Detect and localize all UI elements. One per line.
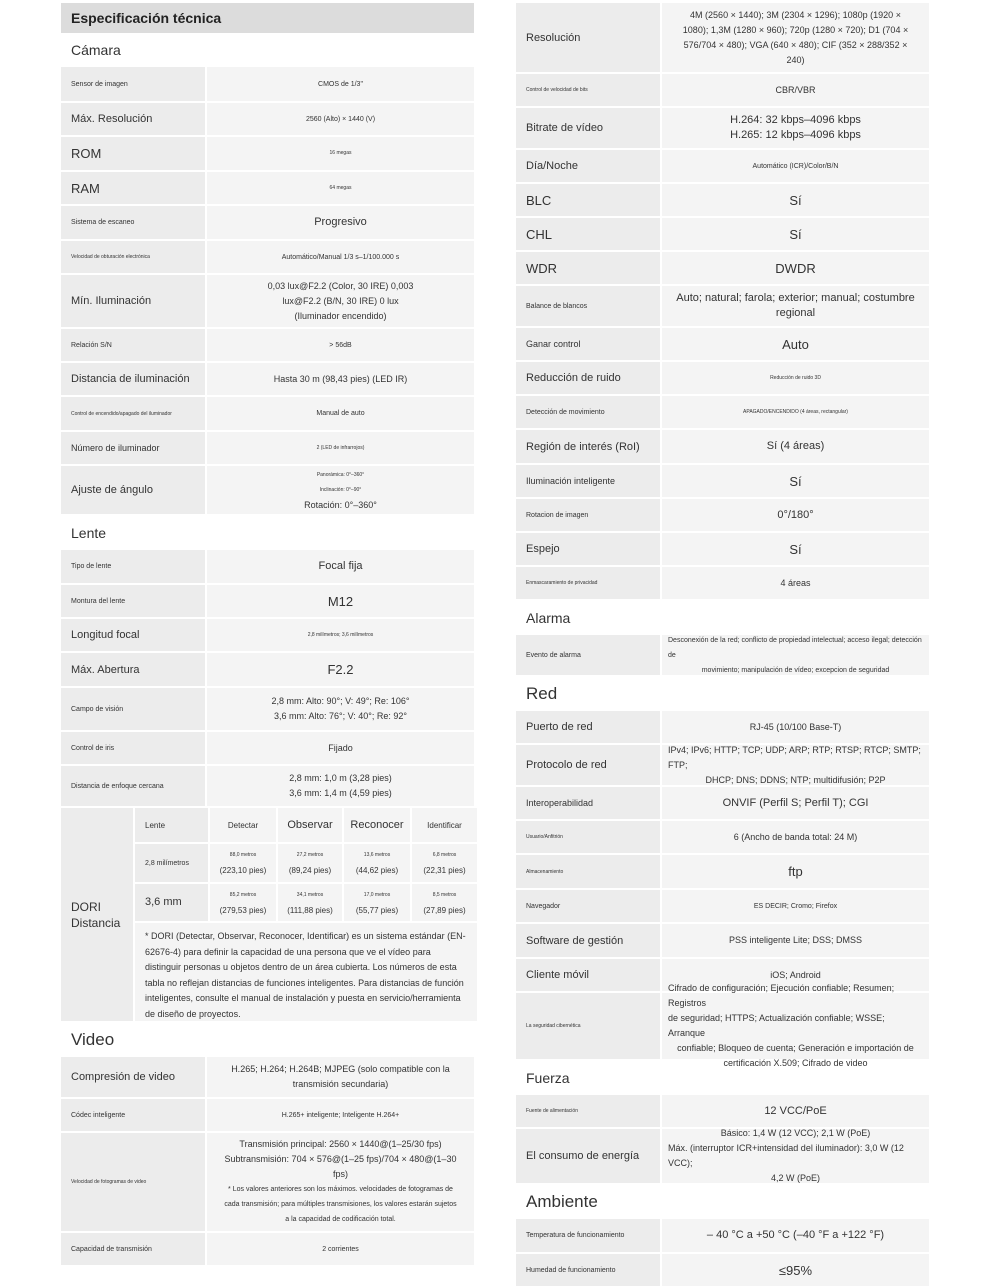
spec-value	[207, 67, 474, 101]
spec-label: Montura del lente	[61, 585, 205, 617]
spec-label: Distancia de iluminación	[61, 363, 205, 395]
spec-value-line: Automático (ICR)/Color/B/N	[752, 162, 839, 170]
spec-value-line: certificación X.509; Cifrado de video	[723, 1058, 868, 1068]
spec-value	[662, 430, 929, 463]
spec-label: Códec inteligente	[61, 1099, 205, 1131]
spec-value	[662, 150, 929, 182]
spec-value	[662, 218, 929, 250]
spec-value	[662, 3, 929, 72]
spec-row	[516, 396, 929, 430]
dori-cell	[278, 884, 342, 921]
lens-table	[61, 550, 474, 808]
spec-label: Protocolo de red	[516, 745, 660, 785]
spec-row	[516, 430, 929, 465]
spec-label: Enmascaramiento de privacidad	[516, 567, 660, 599]
spec-value-line: 64 megas	[329, 184, 352, 191]
spec-row	[61, 653, 474, 688]
spec-value-line: Fijado	[328, 742, 353, 753]
spec-row	[516, 787, 929, 821]
dori-feet: (111,88 pies)	[287, 905, 333, 915]
spec-value-line: transmisión secundaria)	[292, 1079, 389, 1089]
dori-lens-3-6: 3,6 mm	[135, 884, 208, 921]
spec-label: Día/Noche	[516, 150, 660, 182]
spec-label: Bitrate de vídeo	[516, 108, 660, 148]
spec-value-line: Focal fija	[318, 560, 363, 572]
spec-value-line: Auto; natural; farola; exterior; manual; costumbre	[676, 292, 915, 304]
dori-meters: 27,2 metros	[296, 852, 324, 858]
spec-value-line: Reducción de ruido 3D	[770, 374, 821, 381]
section-lens: Lente	[71, 525, 107, 541]
dori-feet: (27,89 pies)	[423, 905, 466, 915]
spec-label: Velocidad de fotogramas de video	[61, 1133, 205, 1231]
spec-value-line: 2 corrientes	[322, 1245, 359, 1253]
spec-row	[516, 218, 929, 252]
spec-value	[662, 1095, 929, 1127]
spec-value-line: Desconexión de la red; conflicto de propiedad intelectual; acceso ilegal; detección de	[668, 636, 922, 659]
spec-label: Cliente móvil	[516, 959, 660, 991]
spec-value-line: 4,2 W (PoE)	[770, 1173, 820, 1183]
spec-label: Ganar control	[516, 328, 660, 360]
spec-value-line: 576/704 × 480); VGA (640 × 480); CIF (352 × 288/352 ×	[683, 39, 908, 50]
dori-cell	[210, 884, 276, 921]
spec-label: Usuario/Anfitrión	[516, 821, 660, 853]
spec-value-line: F2.2	[327, 662, 354, 677]
spec-row	[516, 362, 929, 396]
spec-value	[207, 653, 474, 686]
spec-value-line: Auto	[782, 336, 809, 352]
spec-row	[61, 241, 474, 275]
camera-table	[61, 67, 474, 516]
spec-title: Especificación técnica	[61, 3, 474, 33]
spec-value-line: Básico: 1,4 W (12 VCC); 2,1 W (PoE)	[720, 1128, 871, 1138]
spec-value	[207, 688, 474, 730]
spec-value	[207, 172, 474, 204]
spec-label: Control de velocidad de bits	[516, 74, 660, 106]
spec-row	[516, 983, 929, 1068]
spec-value-line: ≤95%	[778, 1262, 813, 1278]
spec-row	[61, 103, 474, 137]
spec-value	[207, 619, 474, 651]
spec-label: WDR	[516, 252, 660, 284]
dori-meters: 85,2 metros	[229, 891, 257, 898]
spec-value-line: 4 áreas	[780, 577, 811, 588]
spec-value-line: (Iluminador encendido)	[294, 310, 387, 321]
spec-value-line: confiable; Bloqueo de cuenta; Generación e importación de	[677, 1043, 914, 1053]
spec-value-line: M12	[327, 593, 354, 609]
spec-value-line: Transmisión principal: 2560 × 1440@(1–25/30 fps)	[239, 1139, 442, 1149]
spec-value-line: a la capacidad de codificación total.	[285, 1216, 396, 1223]
spec-value	[662, 855, 929, 888]
spec-row	[61, 688, 474, 732]
dori-meters: 6,8 metros	[432, 852, 457, 858]
spec-value	[207, 103, 474, 135]
spec-label: Máx. Resolución	[61, 103, 205, 135]
spec-value	[207, 241, 474, 273]
spec-row	[516, 286, 929, 328]
dori-grid-wrap	[135, 808, 477, 1021]
spec-value	[207, 585, 474, 617]
spec-label: Número de iluminador	[61, 432, 205, 464]
spec-value	[207, 766, 474, 806]
spec-row	[61, 466, 474, 516]
spec-value	[662, 328, 929, 360]
spec-value	[662, 924, 929, 957]
dori-feet: (89,24 pies)	[288, 866, 332, 875]
spec-value-line: Panorámica: 0°–360°	[316, 471, 365, 478]
spec-value	[662, 465, 929, 497]
dori-header-lens: Lente	[135, 808, 208, 842]
spec-value-line: ftp	[788, 864, 803, 879]
spec-label: Velocidad de obturación electrónica	[61, 241, 205, 273]
spec-row	[516, 150, 929, 184]
spec-row	[516, 635, 929, 677]
spec-row	[61, 1057, 474, 1099]
spec-value-line: lux@F2.2 (B/N, 30 IRE) 0 lux	[282, 295, 399, 306]
power-table	[516, 1095, 929, 1185]
spec-value-line: 0°/180°	[777, 508, 814, 521]
dori-meters: 13,6 metros	[363, 852, 391, 858]
spec-label: Interoperabilidad	[516, 787, 660, 819]
spec-label: Espejo	[516, 533, 660, 565]
spec-value	[662, 711, 929, 743]
spec-label: ROM	[61, 137, 205, 170]
dori-feet: (44,62 pies)	[355, 866, 399, 875]
dori-feet: (55,77 pies)	[355, 905, 399, 915]
spec-value	[662, 983, 929, 1068]
spec-value-line: 16 megas	[329, 150, 352, 156]
section-video: Video	[71, 1030, 115, 1049]
dori-feet: (223,10 pies)	[219, 866, 267, 875]
spec-value-line: 0,03 lux@F2.2 (Color, 30 IRE) 0,003	[267, 280, 414, 291]
spec-row	[516, 1219, 929, 1254]
spec-row	[61, 397, 474, 432]
spec-label: RAM	[61, 172, 205, 204]
spec-value	[207, 137, 474, 170]
dori-grid	[135, 808, 477, 921]
spec-label: Sensor de imagen	[61, 67, 205, 101]
spec-label: Navegador	[516, 890, 660, 922]
spec-value	[662, 635, 929, 675]
spec-value-line: 1080); 1,3M (1280 × 960); 720p (1280 × 720); D1 (704 ×	[682, 24, 909, 35]
spec-row	[61, 732, 474, 766]
dori-cell	[412, 884, 477, 921]
spec-value	[662, 1219, 929, 1252]
spec-value-line: Sí	[789, 226, 802, 242]
dori-cell	[210, 844, 276, 882]
spec-value	[662, 1129, 929, 1183]
spec-value-line: Manual de auto	[316, 410, 365, 417]
spec-value-line: 12 VCC/PoE	[764, 1104, 827, 1117]
spec-row	[516, 1254, 929, 1288]
spec-row	[61, 329, 474, 363]
spec-value-line: * Los valores anteriores son los máximos. velocidades de fotogramas de	[228, 1186, 453, 1193]
section-power: Fuerza	[526, 1070, 570, 1086]
spec-label: Tipo de lente	[61, 550, 205, 583]
spec-label: Almacenamiento	[516, 855, 660, 888]
spec-row	[516, 1129, 929, 1185]
spec-row	[516, 252, 929, 286]
spec-row	[61, 137, 474, 172]
spec-label: Iluminación inteligente	[516, 465, 660, 497]
spec-row	[516, 821, 929, 855]
spec-value	[662, 74, 929, 106]
spec-value	[207, 1057, 474, 1097]
dori-header-detect: Detectar	[210, 808, 276, 842]
spec-column-right	[516, 3, 929, 1288]
spec-value-line: Rotación: 0°–360°	[304, 499, 377, 510]
spec-row	[516, 924, 929, 959]
spec-value	[207, 275, 474, 327]
spec-value-line: CMOS de 1/3"	[318, 80, 363, 88]
spec-value	[207, 466, 474, 514]
spec-value-line: 3,6 mm: 1,4 m (4,59 pies)	[289, 788, 392, 798]
section-alarm: Alarma	[526, 610, 571, 626]
spec-row	[61, 363, 474, 397]
spec-row	[516, 499, 929, 533]
spec-label: Evento de alarma	[516, 635, 660, 675]
spec-label: Control de iris	[61, 732, 205, 764]
spec-label: El consumo de energía	[516, 1129, 660, 1183]
spec-value-line: ES DECIR; Cromo; Firefox	[753, 902, 838, 910]
dori-label-line1: DORI	[71, 899, 101, 914]
spec-label: CHL	[516, 218, 660, 250]
spec-row	[61, 432, 474, 466]
spec-value-line: > 56dB	[329, 341, 352, 349]
spec-label: Detección de movimiento	[516, 396, 660, 428]
spec-value-line: de seguridad; HTTPS; Actualización confiable; WSSE; Arranque	[668, 1013, 885, 1038]
spec-value	[662, 396, 929, 428]
spec-value	[662, 787, 929, 819]
spec-label: Mín. Iluminación	[61, 275, 205, 327]
spec-value-line: regional	[775, 307, 816, 319]
alarm-table	[516, 635, 929, 677]
spec-value	[207, 397, 474, 430]
spec-value-line: H.264: 32 kbps–4096 kbps	[730, 114, 861, 126]
spec-label: BLC	[516, 184, 660, 216]
spec-value-line: IPv4; IPv6; HTTP; TCP; UDP; ARP; RTP; RTSP; RTCP; SMTP; FTP;	[668, 744, 921, 770]
spec-value	[207, 1099, 474, 1131]
dori-meters: 8,5 metros	[432, 891, 457, 898]
spec-value-line: movimiento; manipulación de vídeo; excepcion de seguridad	[701, 666, 890, 674]
dori-cell	[344, 884, 410, 921]
spec-row	[61, 172, 474, 206]
spec-label: Ajuste de ángulo	[61, 466, 205, 514]
dori-label	[61, 808, 133, 1021]
dori-meters: 88,0 metros	[229, 852, 257, 858]
spec-label: Humedad de funcionamiento	[516, 1254, 660, 1286]
dori-header-recognize: Reconocer	[344, 808, 410, 842]
spec-row	[61, 619, 474, 653]
spec-label: Capacidad de transmisión	[61, 1233, 205, 1265]
spec-value-line: Sí	[789, 192, 802, 208]
spec-value-line: APAGADO/ENCENDIDO (4 áreas, rectangular)	[743, 408, 848, 415]
spec-value	[662, 108, 929, 148]
spec-value	[662, 499, 929, 531]
spec-value-line: Hasta 30 m (98,43 pies) (LED IR)	[273, 373, 408, 384]
section-environment: Ambiente	[526, 1192, 598, 1211]
spec-value-line: Sí	[789, 541, 802, 557]
spec-value-line: H.265; H.264; H.264B; MJPEG (solo compatible con la	[231, 1064, 450, 1074]
spec-value-line: Progresivo	[314, 216, 367, 228]
spec-row	[61, 1133, 474, 1233]
video-table	[61, 1057, 474, 1267]
spec-value	[662, 362, 929, 394]
dori-meters: 34,1 metros	[296, 891, 324, 898]
spec-value	[662, 890, 929, 922]
spec-value	[662, 533, 929, 565]
spec-value-line: Sí	[789, 473, 802, 489]
dori-cell	[412, 844, 477, 882]
dori-header-observe: Observar	[278, 808, 342, 842]
spec-row	[516, 465, 929, 499]
spec-value-line: H.265+ inteligente; Inteligente H.264+	[281, 1111, 400, 1119]
spec-label: Rotacion de imagen	[516, 499, 660, 531]
spec-value-line: PSS inteligente Lite; DSS; DMSS	[728, 935, 863, 945]
spec-label: Longitud focal	[61, 619, 205, 651]
spec-value	[662, 184, 929, 216]
spec-row	[516, 855, 929, 890]
spec-value-line: Subtransmisión: 704 × 576@(1–25 fps)/704 × 480@(1–30	[224, 1154, 457, 1164]
spec-label: Compresión de video	[61, 1057, 205, 1097]
spec-row	[61, 67, 474, 103]
spec-row	[61, 550, 474, 585]
section-camera: Cámara	[71, 42, 121, 58]
spec-value	[662, 252, 929, 284]
spec-row	[516, 745, 929, 787]
spec-label: Región de interés (RoI)	[516, 430, 660, 463]
spec-value	[207, 1133, 474, 1231]
spec-row	[516, 184, 929, 218]
spec-label: Balance de blancos	[516, 286, 660, 326]
spec-value-line: RJ-45 (10/100 Base-T)	[749, 721, 842, 732]
spec-value	[662, 286, 929, 326]
spec-value-line: 2,8 mm: 1,0 m (3,28 pies)	[289, 773, 392, 783]
spec-value-line: Automático/Manual 1/3 s–1/100.000 s	[281, 253, 400, 261]
spec-row	[516, 108, 929, 150]
environment-table	[516, 1219, 929, 1288]
spec-value-line: DHCP; DNS; DDNS; NTP; multidifusión; P2P	[705, 774, 886, 785]
dori-meters: 17,0 metros	[363, 891, 391, 898]
dori-header-identify: Identificar	[412, 808, 477, 842]
dori-note: * DORI (Detectar, Observar, Reconocer, Identificar) es un sistema estándar (EN-62676-4) para definir la capacidad de una persona que ve el vídeo para distinguir personas u objetos dentro de un área cubierta. Los números de esta tabla no reflejan distancias de funciones inteligentes. Para distancias de función inteligentes, consulte el manual de instalación y puesta en servicio/herramienta de diseño de proyectos.	[135, 923, 477, 1021]
dori-label-line2: Distancia	[71, 915, 121, 930]
spec-value-line: 4M (2560 × 1440); 3M (2304 × 1296); 1080p (1920 ×	[690, 9, 901, 20]
spec-value	[207, 550, 474, 583]
spec-value-line: 6 (Ancho de banda total: 24 M)	[733, 831, 858, 842]
spec-label: Resolución	[516, 3, 660, 72]
spec-value-line: Sí (4 áreas)	[766, 440, 825, 452]
spec-row	[61, 275, 474, 329]
dori-cell	[344, 844, 410, 882]
spec-label: Reducción de ruido	[516, 362, 660, 394]
spec-row	[516, 890, 929, 924]
spec-label: Fuente de alimentación	[516, 1095, 660, 1127]
spec-label: Distancia de enfoque cercana	[61, 766, 205, 806]
spec-label: Sistema de escaneo	[61, 206, 205, 239]
spec-value-line: Inclinación: 0°–90°	[319, 486, 362, 493]
spec-row	[516, 74, 929, 108]
spec-value-line: fps)	[332, 1169, 348, 1179]
spec-value-line: DWDR	[775, 260, 816, 276]
spec-value	[207, 732, 474, 764]
spec-value-line: 2,8 mm: Alto: 90°; V: 49°; Re: 106°	[271, 696, 410, 706]
dori-feet: (22,31 pies)	[423, 866, 466, 875]
section-network: Red	[526, 684, 558, 703]
dori-cell	[278, 844, 342, 882]
spec-value	[207, 432, 474, 464]
spec-value-line: iOS; Android	[770, 969, 821, 980]
spec-label: Relación S/N	[61, 329, 205, 361]
spec-column-left	[61, 3, 474, 1267]
spec-label: Software de gestión	[516, 924, 660, 957]
spec-label: Temperatura de funcionamiento	[516, 1219, 660, 1252]
spec-value-line: 2560 (Alto) × 1440 (V)	[305, 115, 376, 123]
spec-row	[61, 585, 474, 619]
spec-row	[516, 567, 929, 601]
spec-row	[516, 533, 929, 567]
spec-value	[207, 1233, 474, 1265]
spec-value	[207, 363, 474, 395]
spec-value	[662, 567, 929, 599]
spec-label: La seguridad cibernética	[516, 993, 660, 1059]
spec-value-line: Máx. (interruptor ICR+intensidad del iluminador): 3,0 W (12 VCC);	[668, 1143, 904, 1168]
spec-value-line: Cifrado de configuración; Ejecución confiable; Resumen; Registros	[668, 983, 895, 1008]
spec-value	[207, 206, 474, 239]
spec-row	[516, 328, 929, 362]
dori-lens-2-8: 2,8 milímetros	[135, 844, 208, 882]
spec-value-line: H.265: 12 kbps–4096 kbps	[730, 129, 861, 141]
spec-row	[61, 1099, 474, 1133]
spec-label: Máx. Abertura	[61, 653, 205, 686]
spec-value	[207, 329, 474, 361]
spec-value	[662, 745, 929, 785]
spec-value-line: CBR/VBR	[775, 84, 816, 95]
spec-row	[516, 3, 929, 74]
network-table	[516, 711, 929, 1068]
spec-value	[662, 1254, 929, 1286]
spec-value-line: 3,6 mm: Alto: 76°; V: 40°; Re: 92°	[273, 711, 408, 721]
spec-value-line: 2 (LED de infrarrojos)	[316, 444, 365, 451]
spec-label: Campo de visión	[61, 688, 205, 730]
video-cont-table	[516, 3, 929, 601]
spec-label: Puerto de red	[516, 711, 660, 743]
dori-table	[61, 808, 474, 1023]
spec-value-line: 240)	[786, 54, 805, 65]
spec-value-line: cada transmisión; para múltiples transmisiones, los valores estarán sujetos	[224, 1201, 457, 1208]
spec-value-line: ONVIF (Perfil S; Perfil T); CGI	[722, 796, 869, 809]
spec-row	[516, 1095, 929, 1129]
spec-row	[61, 766, 474, 808]
spec-row	[516, 711, 929, 745]
spec-value-line: 2,8 milímetros; 3,6 milímetros	[307, 631, 374, 638]
spec-row	[61, 1233, 474, 1267]
dori-feet: (279,53 pies)	[219, 905, 267, 915]
spec-row	[61, 206, 474, 241]
spec-value	[662, 821, 929, 853]
spec-label: Control de encendido/apagado del iluminador	[61, 397, 205, 430]
spec-value-line: – 40 °C a +50 °C (–40 °F a +122 °F)	[706, 1229, 885, 1241]
